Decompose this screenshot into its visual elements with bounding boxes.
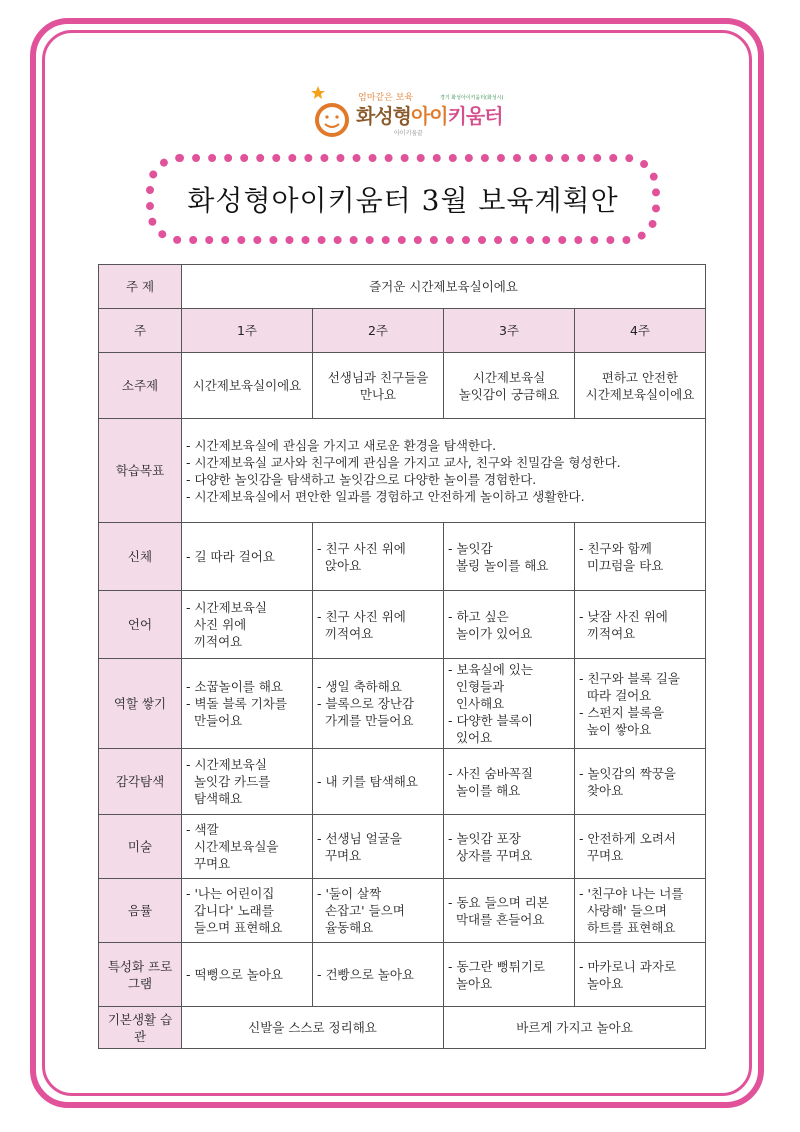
child-face-icon — [310, 84, 358, 144]
activity-cell — [313, 659, 444, 749]
activity-cell — [313, 943, 444, 1007]
activity-line: - 안전하게 오려서 — [579, 830, 676, 846]
brand-sub: 아이키움끝 — [394, 130, 423, 137]
activity-cell — [313, 591, 444, 659]
activity-line: 손잡고' 들으며 — [317, 903, 405, 918]
activity-line: 꾸며요 — [186, 856, 231, 871]
activity-line: - 친구와 블록 길을 — [579, 670, 680, 686]
activity-line: - 놀잇감의 짝꿍을 — [579, 765, 676, 781]
goals-cell — [182, 419, 706, 523]
activity-line: - '둘이 살짝 — [317, 886, 382, 901]
activity-cell — [182, 943, 313, 1007]
theme-value: 즐거운 시간제보육실이에요 — [182, 265, 706, 309]
goal-line: - 시간제보육실 교사와 친구에게 관심을 가지고 교사, 친구와 친밀감을 형성한다. — [186, 454, 621, 470]
activity-line: 끼적여요 — [186, 634, 243, 649]
brand-logo — [310, 84, 510, 144]
activity-cell — [575, 591, 706, 659]
activity-line: - 사진 숨바꼭질 — [448, 765, 533, 781]
activity-cell — [182, 749, 313, 815]
activity-cell — [444, 879, 575, 943]
subtheme-cell: 시간제보육실이에요 — [182, 353, 313, 419]
activity-line: 따라 걸어요 — [579, 687, 652, 703]
goal-line: - 시간제보육실에서 편안한 일과를 경험하고 안전하게 놀이하고 생활한다. — [186, 488, 585, 504]
activity-line: - 스펀지 블록을 — [579, 704, 664, 720]
activity-line: - 친구 사진 위에 — [317, 608, 406, 624]
activity-line: 꾸며요 — [317, 847, 362, 863]
activity-line: - 블록으로 장난감 — [317, 696, 414, 711]
activity-line: 놀이가 있어요 — [448, 625, 533, 641]
subtheme-label: 소주제 — [99, 353, 182, 419]
activity-rows — [99, 523, 706, 1007]
activity-line: - 하고 싶은 — [448, 608, 509, 624]
table-row-weeks — [99, 309, 706, 353]
activity-line: - 내 키를 탐색해요 — [317, 774, 418, 789]
activity-line: 놀아요 — [579, 975, 624, 991]
table-row-theme — [99, 265, 706, 309]
activity-cell — [313, 749, 444, 815]
activity-line: - 놀잇감 포장 — [448, 830, 521, 846]
title-box — [146, 154, 660, 244]
activity-cell — [313, 523, 444, 591]
activity-line: - 색깔 — [186, 822, 219, 837]
activity-line: 놀잇감 카드를 — [186, 774, 271, 789]
week-label: 주 — [99, 309, 182, 353]
activity-line: - 건빵으로 놀아요 — [317, 967, 414, 982]
page-title: 화성형아이키움터 3월 보육계획안 — [187, 184, 619, 217]
brand-name-part1: 화성형 — [356, 104, 411, 128]
activity-line: 찾아요 — [579, 782, 624, 798]
activity-line: 볼링 놀이를 해요 — [448, 557, 549, 573]
goal-line: - 시간제보육실에 관심을 가지고 새로운 환경을 탐색한다. — [186, 437, 497, 453]
activity-line: 하트를 표현해요 — [579, 920, 676, 935]
brand-name-part3: 키움터 — [447, 104, 503, 128]
activity-line: 율동해요 — [317, 920, 374, 935]
activity-line: 끼적여요 — [317, 625, 374, 641]
activity-cell — [575, 943, 706, 1007]
activity-cell — [575, 879, 706, 943]
table-row — [99, 749, 706, 815]
table-row — [99, 815, 706, 879]
activity-line: 탐색해요 — [186, 791, 243, 806]
activity-cell — [313, 879, 444, 943]
activity-cell — [182, 591, 313, 659]
activity-cell — [182, 879, 313, 943]
brand-tagline: 엄마같은 보육 — [358, 93, 414, 103]
table-row — [99, 591, 706, 659]
activity-line: 끼적여요 — [579, 625, 636, 641]
activity-line: 놀아요 — [448, 975, 493, 991]
activity-line: - 시간제보육실 — [186, 757, 267, 772]
activity-line: 들으며 표현해요 — [186, 920, 283, 935]
activity-cell — [444, 591, 575, 659]
activity-line: 높이 쌓아요 — [579, 721, 652, 737]
activity-cell — [575, 523, 706, 591]
activity-cell — [444, 659, 575, 749]
row-label: 음률 — [99, 879, 182, 943]
activity-line: 상자를 꾸며요 — [448, 847, 533, 863]
activity-line: 인사해요 — [448, 696, 505, 711]
activity-line: 놀이를 해요 — [448, 782, 521, 798]
row-label: 신체 — [99, 523, 182, 591]
activity-cell — [182, 815, 313, 879]
week-header: 4주 — [575, 309, 706, 353]
subtheme-cell: 편하고 안전한 시간제보육실이에요 — [575, 353, 706, 419]
activity-cell — [444, 523, 575, 591]
goal-line: - 다양한 놀잇감을 탐색하고 놀잇감으로 다양한 놀이를 경험한다. — [186, 471, 537, 487]
activity-line: - 동그란 뻥튀기로 — [448, 958, 545, 974]
activity-line: 가게를 만들어요 — [317, 713, 414, 728]
activity-cell — [182, 523, 313, 591]
activity-line: - 길 따라 걸어요 — [186, 549, 275, 564]
activity-line: - 벽돌 블록 기차를 — [186, 696, 287, 711]
activity-line: - 친구 사진 위에 — [317, 540, 406, 556]
activity-cell — [182, 659, 313, 749]
activity-cell — [575, 659, 706, 749]
week-header: 1주 — [182, 309, 313, 353]
activity-line: - 선생님 얼굴을 — [317, 830, 402, 846]
activity-line: 막대를 흔들어요 — [448, 911, 545, 927]
row-label: 언어 — [99, 591, 182, 659]
activity-cell — [444, 943, 575, 1007]
activity-line: 시간제보육실을 — [186, 839, 279, 854]
habit-cell: 신발을 스스로 정리해요 — [182, 1007, 444, 1049]
activity-line: - 놀잇감 — [448, 540, 493, 556]
week-header: 2주 — [313, 309, 444, 353]
activity-line: - 소꿉놀이를 해요 — [186, 679, 283, 694]
row-label: 특성화 프로그램 — [99, 943, 182, 1007]
activity-line: - 보육실에 있는 — [448, 662, 533, 677]
habit-cell: 바르게 가지고 놀아요 — [444, 1007, 706, 1049]
activity-line: 앉아요 — [317, 557, 362, 573]
week-header: 3주 — [444, 309, 575, 353]
activity-line: 인형들과 — [448, 679, 505, 694]
table-row — [99, 879, 706, 943]
activity-cell — [444, 815, 575, 879]
activity-cell — [444, 749, 575, 815]
goals-label: 학습목표 — [99, 419, 182, 523]
table-row-subtheme — [99, 353, 706, 419]
row-label: 미술 — [99, 815, 182, 879]
subtheme-cell: 선생님과 친구들을 만나요 — [313, 353, 444, 419]
row-label: 역할 쌓기 — [99, 659, 182, 749]
activity-line: 미끄럼을 타요 — [579, 557, 664, 573]
activity-line: - 생일 축하해요 — [317, 679, 402, 694]
activity-line: - 낮잠 사진 위에 — [579, 608, 668, 624]
activity-line: 사랑해' 들으며 — [579, 903, 667, 918]
brand-name — [356, 100, 503, 129]
theme-label: 주 제 — [99, 265, 182, 309]
brand-name-part2: 아이 — [410, 104, 448, 128]
plan-table — [98, 264, 706, 1049]
activity-line: - 다양한 블록이 — [448, 713, 533, 728]
table-row — [99, 943, 706, 1007]
table-row-habit — [99, 1007, 706, 1049]
activity-line: 갑니다' 노래를 — [186, 903, 274, 918]
activity-line: - 친구와 함께 — [579, 540, 652, 556]
activity-line: - 동요 들으며 리본 — [448, 894, 549, 910]
table-row — [99, 523, 706, 591]
activity-line: 있어요 — [448, 730, 493, 745]
row-label: 감각탐색 — [99, 749, 182, 815]
activity-line: 사진 위에 — [186, 617, 247, 632]
activity-line: - 마카로니 과자로 — [579, 958, 676, 974]
activity-line: 만들어요 — [186, 713, 243, 728]
activity-line: - '나는 어린이집 — [186, 886, 275, 901]
table-row-goals — [99, 419, 706, 523]
activity-cell — [313, 815, 444, 879]
table-row — [99, 659, 706, 749]
activity-cell — [575, 815, 706, 879]
activity-line: - 시간제보육실 — [186, 600, 267, 615]
activity-line: - '친구야 나는 너를 — [579, 886, 684, 901]
brand-org: 경기 화성아이키움터(화성시) — [440, 95, 504, 101]
activity-cell — [575, 749, 706, 815]
activity-line: - 떡뻥으로 놀아요 — [186, 967, 283, 982]
activity-line: 꾸며요 — [579, 847, 624, 863]
subtheme-cell: 시간제보육실 놀잇감이 궁금해요 — [444, 353, 575, 419]
habit-label: 기본생활 습관 — [99, 1007, 182, 1049]
